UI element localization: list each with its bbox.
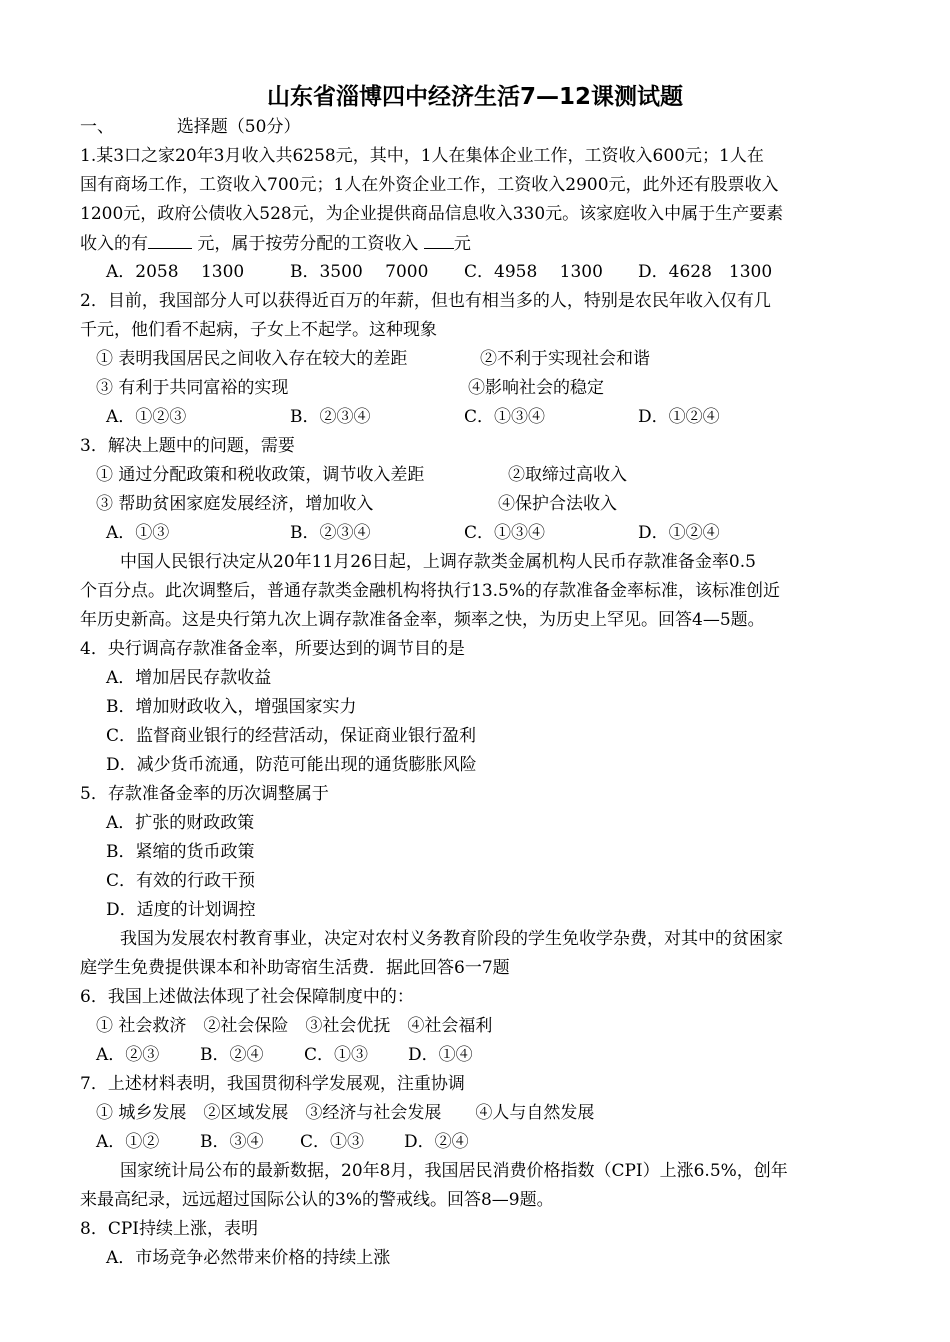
q8-option-a: A．市场竞争必然带来价格的持续上涨 [106, 1248, 391, 1268]
q3-option-c: C．①③④ [464, 523, 546, 543]
q1-options [106, 259, 772, 285]
q5-option-b: B．紧缩的货币政策 [106, 842, 255, 862]
page-title: 山东省淄博四中经济生活7—12课测试题 [266, 84, 683, 110]
q5-option-a: A．扩张的财政政策 [106, 813, 255, 833]
q3-statement-3: ③ 帮助贫困家庭发展经济，增加收入 [96, 494, 374, 514]
q2-statement-4: ④影响社会的稳定 [468, 378, 604, 398]
q3-statement-1: ① 通过分配政策和税收政策，调节收入差距 [96, 465, 425, 485]
q1-option-d: D．4628 1300 [638, 262, 773, 282]
q4-stem: 4．央行调高存款准备金率，所要达到的调节目的是 [80, 639, 465, 659]
q5-option-d: D．适度的计划调控 [106, 900, 256, 920]
q2-option-b: B．②③④ [290, 407, 371, 427]
q1-blank-2[interactable] [424, 230, 454, 249]
q4-option-a: A．增加居民存款收益 [106, 668, 272, 688]
q1-option-a: A．2058 1300 [106, 262, 245, 282]
q3-line-1: 3．解决上题中的问题，需要 [80, 436, 295, 456]
q6-option-c: C．①③ [304, 1045, 369, 1065]
q2-option-c: C．①③④ [464, 407, 546, 427]
q1-option-b: B．3500 7000 [290, 262, 429, 282]
q1-line-2: 国有商场工作，工资收入700元；1人在外资企业工作，工资收入2900元，此外还有股票收入 [80, 175, 779, 195]
q7-stem: 7．上述材料表明，我国贯彻科学发展观，注重协调 [80, 1074, 465, 1094]
q2-options [106, 404, 720, 430]
q2-line-1: 2．目前，我国部分人可以获得近百万的年薪，但也有相当多的人，特别是农民年收入仅有几 [80, 291, 771, 311]
q1-line-1: 1.某3口之家20年3月收入共6258元，其中，1人在集体企业工作，工资收入600元；1人在 [80, 146, 764, 166]
q7-option-d: D．②④ [404, 1132, 469, 1152]
q3-statement-2: ②取缔过高收入 [508, 465, 627, 485]
q7-option-c: C．①③ [300, 1132, 365, 1152]
q2-option-a: A．①②③ [106, 407, 187, 427]
material-8-9-line-2: 来最高纪录，远远超过国际公认的3%的警戒线。回答8—9题。 [80, 1190, 554, 1210]
q7-statements: ① 城乡发展 ②区域发展 ③经济与社会发展 ④人与自然发展 [96, 1103, 595, 1123]
material-8-9-line-1: 国家统计局公布的最新数据，20年8月，我国居民消费价格指数（CPI）上涨6.5%，创年 [120, 1161, 788, 1181]
q6-option-d: D．①④ [408, 1045, 473, 1065]
q3-statements-row-2 [96, 491, 617, 517]
q7-option-a: A．①② [96, 1132, 160, 1152]
q6-option-a: A．②③ [96, 1045, 160, 1065]
q1-line-3: 1200元，政府公债收入528元，为企业提供商品信息收入330元。该家庭收入中属于生产要素 [80, 204, 784, 224]
q3-option-d: D．①②④ [638, 523, 720, 543]
q7-option-b: B．③④ [200, 1132, 264, 1152]
q2-line-2: 千元，他们看不起病，子女上不起学。这种现象 [80, 320, 437, 340]
material-4-5-line-2: 个百分点。此次调整后，普通存款类金融机构将执行13.5%的存款准备金率标准，该标准创近 [80, 581, 781, 601]
q7-options [96, 1129, 469, 1155]
q2-option-d: D．①②④ [638, 407, 720, 427]
q4-option-b: B．增加财政收入，增强国家实力 [106, 697, 357, 717]
q6-stem: 6．我国上述做法体现了社会保障制度中的： [80, 987, 414, 1007]
section-heading [80, 114, 300, 140]
q3-option-b: B．②③④ [290, 523, 371, 543]
material-6-7-line-1: 我国为发展农村教育事业，决定对农村义务教育阶段的学生免收学杂费，对其中的贫困家 [120, 929, 783, 949]
q2-statement-2: ②不利于实现社会和谐 [480, 349, 650, 369]
q1-option-c: C．4958 1300 [464, 262, 603, 282]
q3-options [106, 520, 720, 546]
q2-statements-row-1 [96, 346, 650, 372]
q1-blank-1[interactable] [148, 230, 192, 249]
material-6-7-line-2: 庭学生免费提供课本和补助寄宿生活费．据此回答6一7题 [80, 958, 510, 978]
q4-option-d: D．减少货币流通，防范可能出现的通货膨胀风险 [106, 755, 477, 775]
q5-option-c: C．有效的行政干预 [106, 871, 256, 891]
q1-line-4: 收入的有 元，属于按劳分配的工资收入 元 [80, 230, 471, 256]
q6-options [96, 1042, 473, 1068]
q2-statements-row-2 [96, 375, 604, 401]
section-number: 一、 [80, 117, 114, 137]
q2-statement-3: ③ 有利于共同富裕的实现 [96, 378, 289, 398]
q3-option-a: A．①③ [106, 523, 170, 543]
q4-option-c: C．监督商业银行的经营活动，保证商业银行盈利 [106, 726, 477, 746]
q2-statement-1: ① 表明我国居民之间收入存在较大的差距 [96, 349, 408, 369]
q6-option-b: B．②④ [200, 1045, 264, 1065]
q8-stem: 8．CPI持续上涨，表明 [80, 1219, 258, 1239]
material-4-5-line-1: 中国人民银行决定从20年11月26日起，上调存款类金属机构人民币存款准备金率0.5 [120, 552, 756, 572]
q6-statements: ① 社会救济 ②社会保险 ③社会优抚 ④社会福利 [96, 1016, 493, 1036]
q5-stem: 5．存款准备金率的历次调整属于 [80, 784, 329, 804]
section-label: 选择题（50分） [176, 117, 301, 137]
q3-statements-row-1 [96, 462, 627, 488]
q3-statement-4: ④保护合法收入 [498, 494, 617, 514]
material-4-5-line-3: 年历史新高。这是央行第九次上调存款准备金率，频率之快，为历史上罕见。回答4—5题。 [80, 610, 765, 630]
